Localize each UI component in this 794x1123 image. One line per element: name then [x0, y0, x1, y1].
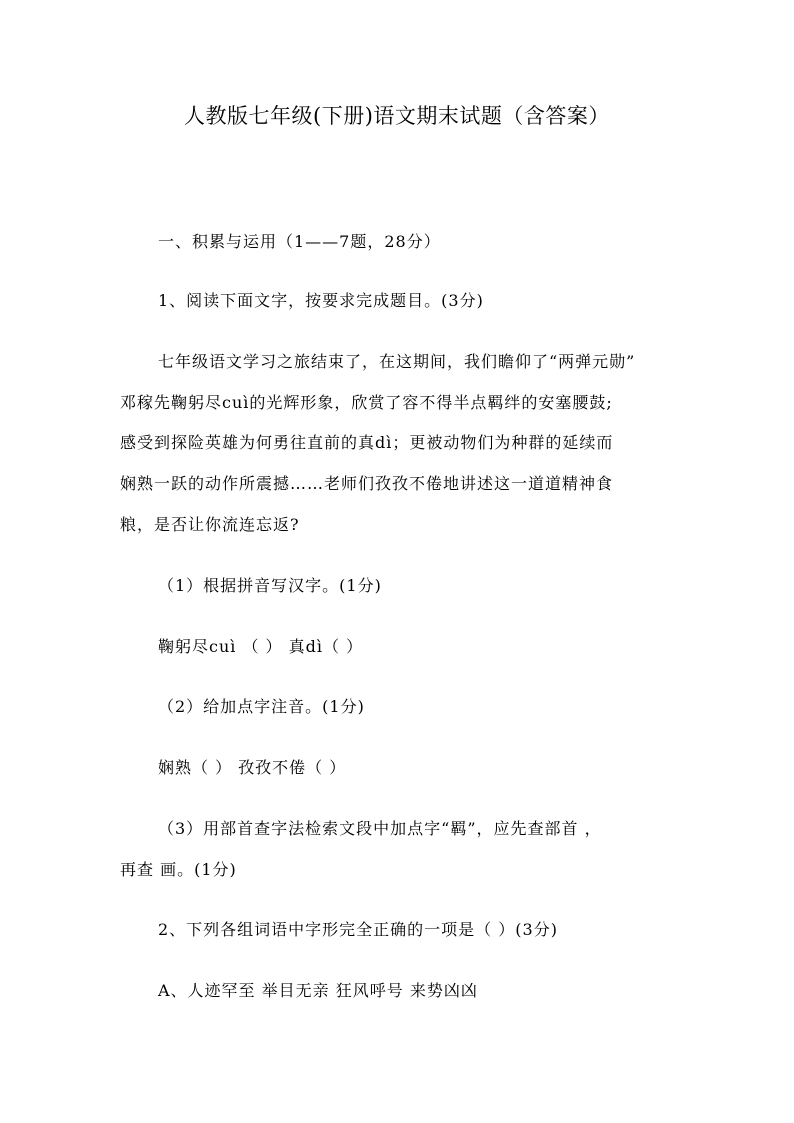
question-1-prompt: 1、阅读下面文字，按要求完成题目。(3分): [158, 291, 484, 310]
document-title: 人教版七年级(下册)语文期末试题（含答案）: [184, 104, 610, 128]
question-2-prompt: 2、下列各组词语中字形完全正确的一项是（ ）(3分): [158, 920, 558, 939]
passage-line-3: 感受到探险英雄为何勇往直前的真dì；更被动物们为种群的延续而: [120, 433, 614, 452]
sub-question-1-answer-line: 鞠躬尽cuì （ ） 真dì（ ）: [158, 637, 364, 656]
sub-question-3-line-2: 再查 画。(1分): [120, 860, 237, 879]
passage-line-4: 娴熟一跃的动作所震撼……老师们孜孜不倦地讲述这一道道精神食: [120, 474, 614, 493]
sub-question-2-prompt: （2）给加点字注音。(1分): [158, 697, 365, 716]
passage-line-2: 邓稼先鞠躬尽cuì的光辉形象，欣赏了容不得半点羁绊的安塞腰鼓;: [120, 393, 613, 412]
sub-question-3-line-1: （3）用部首查字法检索文段中加点字“羁”，应先查部首 ，: [158, 819, 602, 838]
section-heading: 一、积累与运用（1——7题，28分）: [158, 232, 441, 251]
sub-question-1-prompt: （1）根据拼音写汉字。(1分): [158, 576, 382, 595]
question-2-option-a: A、人迹罕至 举目无亲 狂风呼号 来势凶凶: [158, 981, 478, 1000]
sub-question-2-answer-line: 娴熟（ ） 孜孜不倦（ ）: [158, 758, 347, 777]
passage-line-5: 粮，是否让你流连忘返?: [120, 515, 300, 534]
passage-line-1: 七年级语文学习之旅结束了，在这期间，我们瞻仰了“两弹元勋”: [158, 352, 636, 371]
